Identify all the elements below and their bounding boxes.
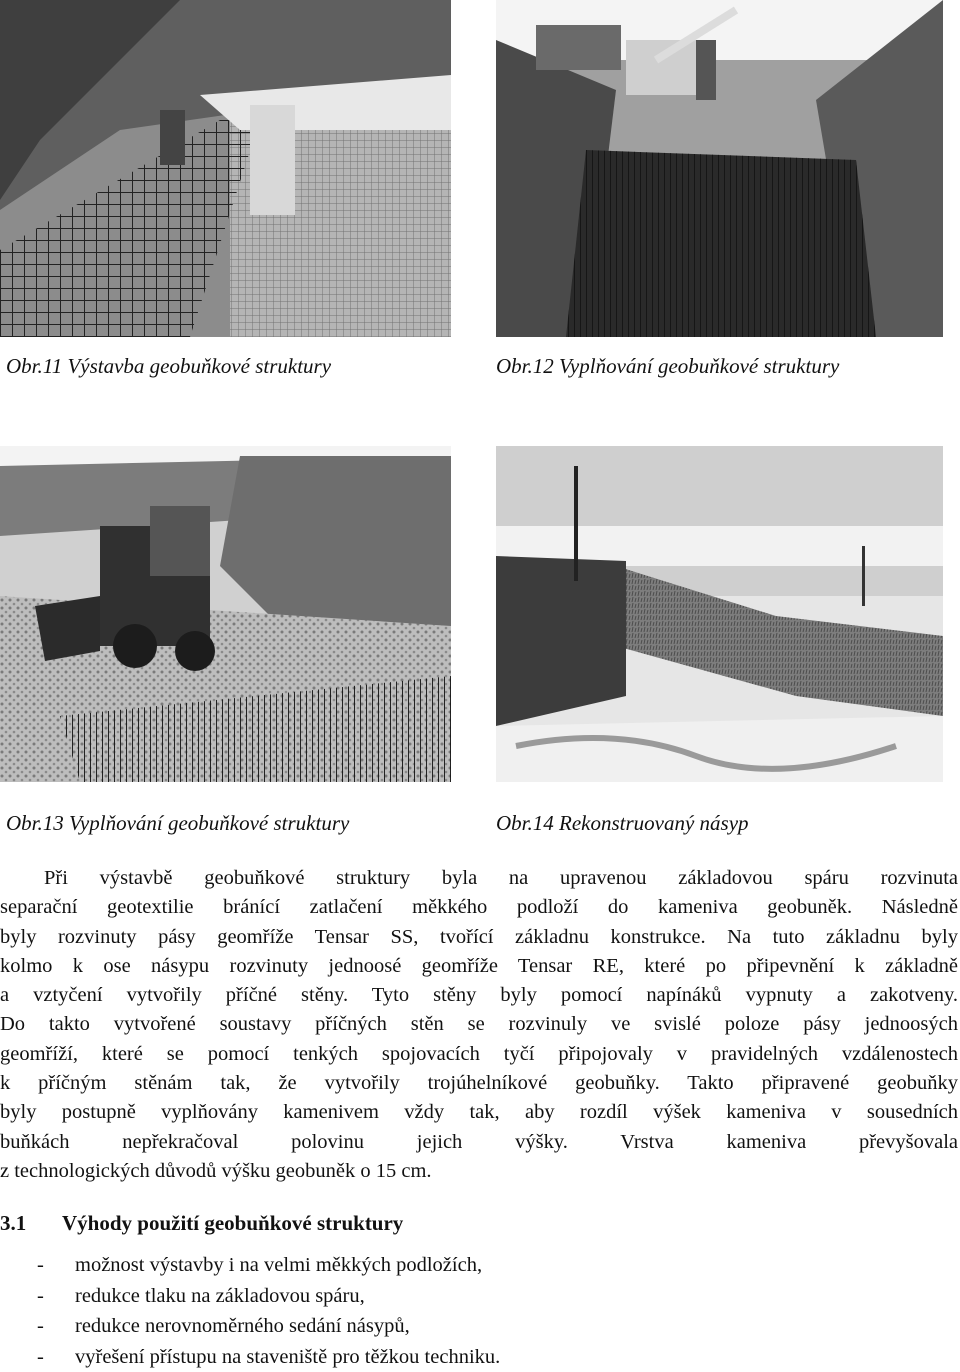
body-paragraph	[0, 864, 958, 1186]
section-title: Výhody použití geobuňkové struktury	[62, 1211, 403, 1235]
advantages-list	[0, 1250, 500, 1372]
figure-photo-14	[496, 446, 943, 782]
list-item	[0, 1281, 500, 1312]
figure-photo-13	[0, 446, 451, 782]
paragraph-line: z technologických důvodů výšku geobuněk o 15 cm.	[0, 1157, 958, 1186]
paragraph-line: separační geotextilie bránící zatlačení měkkého podloží do kameniva geobuněk. Následně	[0, 893, 958, 922]
figure-photo-11	[0, 0, 451, 337]
paragraph-line: Při výstavbě geobuňkové struktury byla na upravenou základovou spáru rozvinuta	[0, 864, 958, 893]
bullet-marker: -	[0, 1250, 75, 1281]
bullet-marker: -	[0, 1281, 75, 1312]
paragraph-line: a vztyčení vytvořily příčné stěny. Tyto stěny byly pomocí napínáků vypnuty a zakotveny.	[0, 981, 958, 1010]
paragraph-line: Do takto vytvořené soustavy příčných stěn se rozvinuly ve svislé poloze pásy jednoosých	[0, 1010, 958, 1039]
list-item	[0, 1250, 500, 1281]
paragraph-line: byly postupně vyplňovány kamenivem vždy tak, aby rozdíl výšek kameniva v sousedních	[0, 1098, 958, 1127]
paragraph-line: geomříží, které se pomocí tenkých spojovacích tyčí připojovaly v pravidelných vzdálenostech	[0, 1040, 958, 1069]
figure-caption-11: Obr.11 Výstavba geobuňkové struktury	[6, 354, 331, 378]
paragraph-line: kolmo k ose násypu rozvinuty jednoosé geomříže Tensar RE, které po připevnění k základně	[0, 952, 958, 981]
bullet-marker: -	[0, 1311, 75, 1342]
list-item-text: vyřešení přístupu na staveniště pro těžkou techniku.	[75, 1346, 500, 1368]
figure-photo-12	[496, 0, 943, 337]
list-item-text: možnost výstavby i na velmi měkkých podložích,	[75, 1254, 482, 1276]
figure-caption-13: Obr.13 Vyplňování geobuňkové struktury	[6, 811, 349, 835]
paragraph-line: byly rozvinuty pásy geomříže Tensar SS, tvořící základnu konstrukce. Na tuto základnu byly	[0, 923, 958, 952]
paragraph-line: k příčným stěnám tak, že vytvořily trojúhelníkové geobuňky. Takto připravené geobuňky	[0, 1069, 958, 1098]
list-item	[0, 1311, 500, 1342]
list-item	[0, 1342, 500, 1372]
paragraph-line: buňkách nepřekračoval polovinu jejich výšky. Vrstva kameniva převyšovala	[0, 1128, 958, 1157]
list-item-text: redukce tlaku na základovou spáru,	[75, 1285, 365, 1307]
section-heading	[0, 1209, 403, 1237]
bullet-marker: -	[0, 1342, 75, 1372]
section-number: 3.1	[0, 1209, 62, 1237]
list-item-text: redukce nerovnoměrného sedání násypů,	[75, 1315, 410, 1337]
figure-caption-14: Obr.14 Rekonstruovaný násyp	[496, 811, 749, 835]
figure-caption-12: Obr.12 Vyplňování geobuňkové struktury	[496, 354, 839, 378]
